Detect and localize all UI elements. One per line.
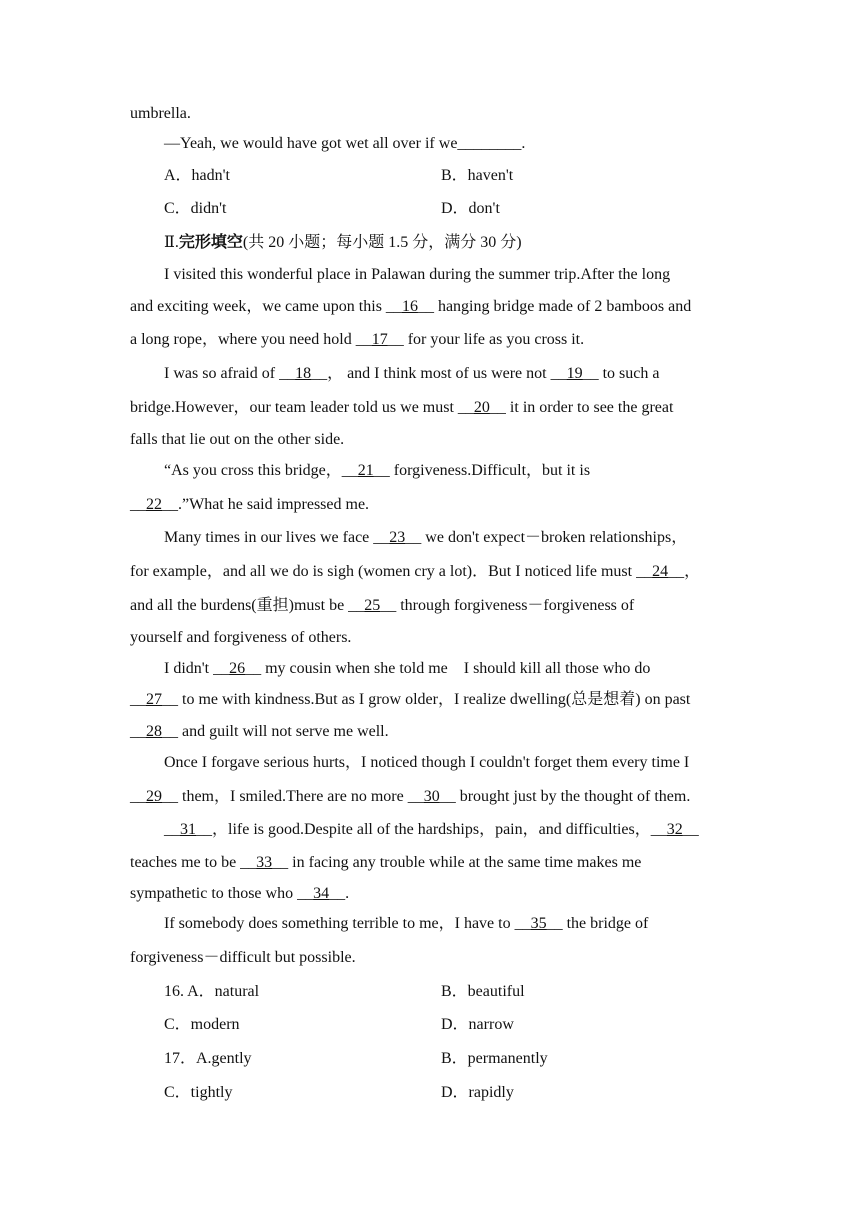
section-heading <box>164 233 784 253</box>
blank-34: 34 <box>313 885 330 902</box>
blank-18: 18 <box>295 365 312 382</box>
text-line: and all the burdens(重担)must be __25__ through forgiveness－forgiveness of <box>130 597 635 614</box>
option-16-c: C．modern <box>164 1016 240 1033</box>
text-line: Once I forgave serious hurts，I noticed though I couldn't forget them every time I <box>164 754 690 771</box>
blank-17: 17 <box>371 331 388 348</box>
blank-23: 23 <box>389 529 406 546</box>
text-line: Many times in our lives we face __23__ we don't expect－broken relationships， <box>164 529 688 546</box>
text-line: If somebody does something terrible to me，I have to __35__ the bridge of <box>164 915 649 932</box>
blank-27: 27 <box>146 691 162 708</box>
blank-26: 26 <box>229 660 246 677</box>
text-line: __22__.”What he said impressed me. <box>130 496 370 513</box>
blank-30: 30 <box>423 788 440 805</box>
section-info: (共 20 小题；每小题 1.5 分，满分 30 分) <box>242 234 522 251</box>
option-17-d: D．rapidly <box>441 1084 514 1101</box>
text-line: I visited this wonderful place in Palawan during the summer trip.After the long <box>164 266 671 283</box>
blank-29: 29 <box>146 788 162 805</box>
section-title: 完形填空 <box>178 234 243 251</box>
option-16-b: B．beautiful <box>441 983 525 1000</box>
blank-32: 32 <box>666 821 683 838</box>
text-line: I was so afraid of __18__， and I think most of us were not __19__ to such a <box>164 365 660 382</box>
option-d: D．don't <box>441 200 500 217</box>
blank-22: 22 <box>146 496 162 513</box>
option-16-a: 16. A．natural <box>164 983 260 1000</box>
option-17-b: B．permanently <box>441 1050 548 1067</box>
blank-33: 33 <box>256 854 273 871</box>
text-line: umbrella. <box>130 105 191 122</box>
text-line: forgiveness－difficult but possible. <box>130 949 356 966</box>
section-roman: Ⅱ. <box>164 234 179 251</box>
text-line: “As you cross this bridge，__21__ forgiveness.Difficult，but it is <box>164 462 591 479</box>
blank-31: 31 <box>180 821 196 838</box>
option-b: B．haven't <box>441 167 514 184</box>
text-line: I didn't __26__ my cousin when she told me I should kill all those who do <box>164 660 651 677</box>
text-line: __29__ them，I smiled.There are no more __30__ brought just by the thought of them. <box>130 788 691 805</box>
text-line: a long rope，where you need hold __17__ for your life as you cross it. <box>130 331 585 348</box>
blank-28: 28 <box>146 723 162 740</box>
option-17-c: C．tightly <box>164 1084 233 1101</box>
option-a: A．hadn't <box>164 167 230 184</box>
blank-24: 24 <box>652 563 669 580</box>
text-line: falls that lie out on the other side. <box>130 431 345 448</box>
text-line: bridge.However，our team leader told us we must __20__ it in order to see the great <box>130 399 674 416</box>
option-16-d: D．narrow <box>441 1016 514 1033</box>
text-line: and exciting week，we came upon this __16__ hanging bridge made of 2 bamboos and <box>130 298 692 315</box>
blank-19: 19 <box>566 365 583 382</box>
blank-35: 35 <box>530 915 547 932</box>
text-line: __31__，life is good.Despite all of the hardships，pain，and difficulties，__32__ <box>164 821 699 838</box>
blank-16: 16 <box>401 298 418 315</box>
text-line: —Yeah, we would have got wet all over if we________. <box>164 135 526 152</box>
text-line: sympathetic to those who __34__. <box>130 885 350 902</box>
option-c: C．didn't <box>164 200 227 217</box>
text-line: __28__ and guilt will not serve me well. <box>130 723 389 740</box>
text-line: for example，and all we do is sigh (women cry a lot)．But I noticed life must __24__， <box>130 563 701 580</box>
text-line: __27__ to me with kindness.But as I grow older，I realize dwelling(总是想着) on past <box>130 691 691 708</box>
text-line: teaches me to be __33__ in facing any trouble while at the same time makes me <box>130 854 642 871</box>
blank-21: 21 <box>357 462 374 479</box>
blank-20: 20 <box>473 399 490 416</box>
blank-25: 25 <box>364 597 381 614</box>
option-17-a: 17．A.gently <box>164 1050 252 1067</box>
text-line: yourself and forgiveness of others. <box>130 629 352 646</box>
